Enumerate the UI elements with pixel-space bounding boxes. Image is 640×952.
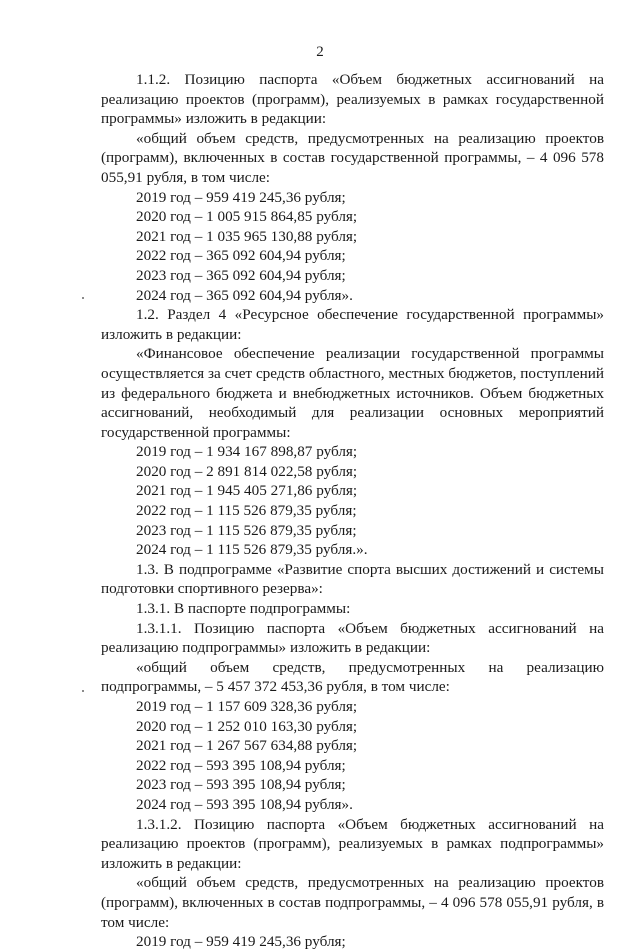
year-line: 2022 год – 1 115 526 879,35 рубля; (136, 502, 357, 520)
paragraph-1-2: 1.2. Раздел 4 «Ресурсное обеспечение государственной программы» изложить в редакции: (101, 306, 604, 343)
year-line: 2020 год – 2 891 814 022,58 рубля; (136, 462, 358, 480)
year-line: 2020 год – 1 005 915 864,85 рубля; (136, 208, 358, 226)
year-line: 2019 год – 1 157 609 328,36 рубля; (136, 698, 358, 715)
year-line: 2021 год – 1 267 567 634,88 рубля; (136, 737, 358, 755)
year-line: 2021 год – 1 035 965 130,88 рубля; (136, 227, 358, 245)
paragraph-1-1-2: 1.1.2. Позицию паспорта «Объем бюджетных ассигнований на реализацию проектов (программ), реализуемых в рамках государственной программы» изложить в редакции: (101, 71, 604, 128)
paragraph-1-3-1-2: 1.3.1.2. Позицию паспорта «Объем бюджетных ассигнований на реализацию проектов (программ), реализуемых в рамках подпрограммы» изложить в редакции: (101, 815, 604, 872)
year-line: 2022 год – 365 092 604,94 рубля; (136, 247, 346, 265)
paragraph-total-subprogram: «общий объем средств, предусмотренных на реализацию подпрограммы, – 5 457 372 453,36 рубля, в том числе: (101, 658, 604, 696)
paragraph-1-3-1-1: 1.3.1.1. Позицию паспорта «Объем бюджетных ассигнований на реализацию подпрограммы» изложить в редакции: (101, 619, 604, 657)
scan-speck (82, 690, 84, 692)
paragraph-1-3: 1.3. В подпрограмме «Развитие спорта высших достижений и системы подготовки спортивного резерва»: (101, 560, 604, 598)
year-line: 2019 год – 1 934 167 898,87 рубля; (136, 443, 358, 461)
year-line: 2024 год – 1 115 526 879,35 рубля.». (136, 541, 368, 559)
year-line: 2019 год – 959 419 245,36 рубля; (136, 933, 346, 951)
paragraph-1-3-1: 1.3.1. В паспорте подпрограммы: (136, 600, 351, 618)
year-line: 2024 год – 365 092 604,94 рубля». (136, 286, 353, 304)
year-line: 2022 год – 593 395 108,94 рубля; (136, 756, 346, 774)
year-line: 2019 год – 959 419 245,36 рубля; (136, 188, 346, 206)
paragraph-total-subprogram-projects: «общий объем средств, предусмотренных на реализацию проектов (программ), включенных в состав подпрограммы, – 4 096 578 055,91 рубля, в том числе: (101, 874, 604, 931)
page-number: 2 (316, 44, 324, 60)
paragraph-financing: «Финансовое обеспечение реализации государственной программы осуществляется за счет средств областного, местных бюджетов, поступлений из федерального бюджета и внебюджетных источников. Объем бюджетных ассигнований, необходимый для реализации основных мероприятий государственной программы: (101, 345, 604, 441)
year-line: 2020 год – 1 252 010 163,30 рубля; (136, 717, 358, 735)
year-line: 2023 год – 593 395 108,94 рубля; (136, 776, 346, 794)
year-line: 2024 год – 593 395 108,94 рубля». (136, 795, 353, 813)
year-line: 2021 год – 1 945 405 271,86 рубля; (136, 482, 358, 500)
document-body (101, 70, 604, 952)
scan-speck (82, 297, 84, 299)
year-line: 2023 год – 365 092 604,94 рубля; (136, 266, 346, 284)
paragraph-total-projects: «общий объем средств, предусмотренных на реализацию проектов (программ), включенных в состав государственной программы, – 4 096 578 055,91 рубля, в том числе: (101, 129, 604, 186)
year-line: 2023 год – 1 115 526 879,35 рубля; (136, 521, 357, 539)
